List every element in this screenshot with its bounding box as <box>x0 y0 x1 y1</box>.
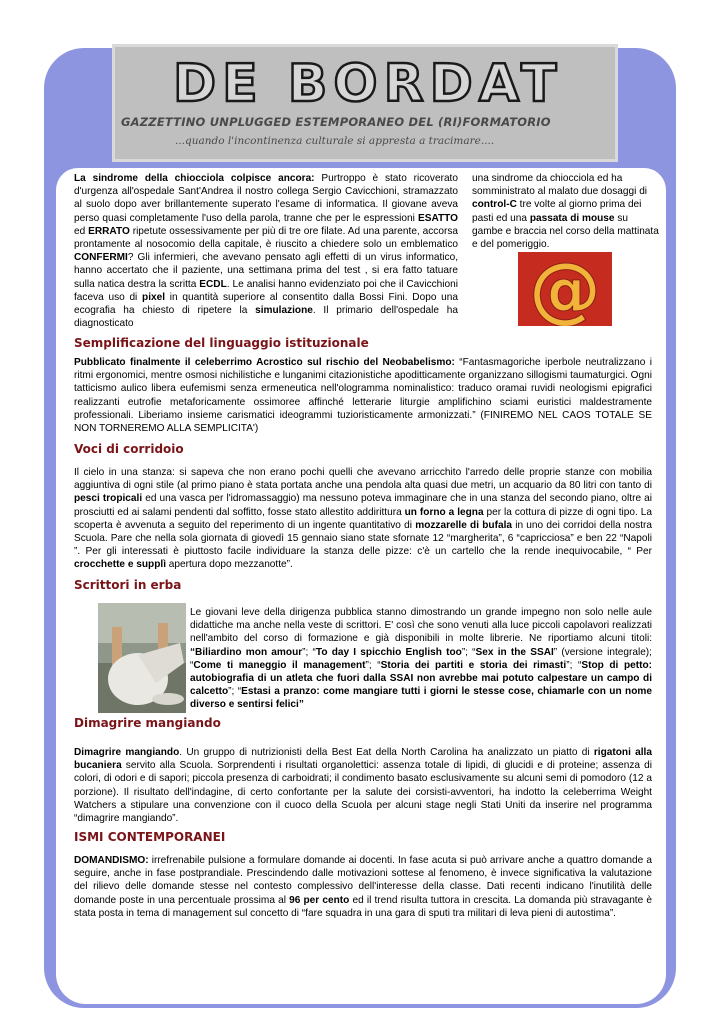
section-text: per la cottura di pizze di ogni tipo. La scoperta è avvenuta a seguito del reperimento di un ingente quantitativo di <box>74 506 652 531</box>
masthead-title: DE BORDAT <box>173 54 563 109</box>
article-bold: pixel <box>142 291 166 303</box>
section-bold: crocchette e supplì <box>74 559 166 571</box>
article-bold: simulazione <box>255 305 313 317</box>
article-lead: La sindrome della chiocciola colpisce ancora: <box>74 173 315 184</box>
article-text: . Il primario dell'ospedale ha diagnosticato <box>74 305 458 330</box>
masthead-title-logo <box>165 53 565 109</box>
article-text: ? Gli infermieri, che avevano pensato agli effetti di un virus informatico, hanno accertato che il paziente, una settimana prima del test , si era fatto tatuare sulla natica destra la scritta <box>74 252 458 290</box>
masthead <box>112 44 618 162</box>
section-bold: un forno a legna <box>404 506 484 518</box>
article-bold: ERRATO <box>88 225 130 237</box>
section-ismi <box>74 854 652 920</box>
article-text: ripetute ossessivamente per più di tre ore filate. Ad una parente, accorsa prontamente al nosocomio della capitale, è riuscito a chiedere solo un emblematico <box>74 225 458 251</box>
sidebar-text: su gambe e braccia nel corso della mattinata e del pomeriggio. <box>472 212 659 251</box>
section-bold: mozzarelle di bufala <box>415 519 512 531</box>
masthead-tagline: ...quando l'incontinenza culturale si appresta a tracimare.... <box>175 135 495 147</box>
section-text: apertura dopo mezzanotte”. <box>166 559 293 571</box>
article-chiocciola <box>74 172 458 330</box>
article-text: . Le analisi hanno evidenziato poi che il Cavicchioni faceva uso di <box>74 278 458 303</box>
heading-ismi: ISMI CONTEMPORANEI <box>74 830 226 844</box>
sidebar-text: tre volte al giorno prima dei pasti ed una <box>472 199 642 224</box>
book-title: Stop di petto: autobiografia di un atleta che fuori dalla SSAI non avrebbe mai potuto calpestare un campo di calcetto <box>190 659 652 698</box>
book-title: Storia dei partiti e storia dei rimasti <box>380 659 567 671</box>
section-text: ed il trend risulta tuttora in crescita. La domanda più stravagante è stata posta in tema di management sul concetto di “fare squadra in una gara di sputi tra militari di leva pieni di autostima”. <box>74 894 652 919</box>
book-title: Sex in the SSAI <box>475 646 554 658</box>
section-text: Le giovani leve della dirigenza pubblica stanno dimostrando un grande impegno non solo nelle aule didattiche ma anche nella veste di scrittori. E' così che sono venuti alla luce piccoli capolavori realizzati nell'ambito del corso di formazione e già disponibili in molte librerie. Ne riportiamo alcuni titoli: <box>190 607 652 645</box>
section-bold: Dimagrire mangiando <box>74 747 180 758</box>
heading-dimagrire: Dimagrire mangiando <box>74 716 221 730</box>
heading-voci-corridoio: Voci di corridoio <box>74 442 184 456</box>
article-bold: CONFERMI <box>74 252 128 264</box>
book-title: Come ti maneggio il management <box>193 659 366 671</box>
section-text: . Un gruppo di nutrizionisti della Best Eat della North Carolina ha analizzato un piatto di <box>179 747 594 758</box>
section-text: ed una vasca per l'idromassaggio) ma nessuno poteva immaginare che in una stanza del secondo piano, oltre ai prosciutti ed ai salami pendenti dal soffitto, fosse stato allestito addirittura <box>74 493 652 518</box>
section-text: ” <box>298 699 304 711</box>
section-text: ” (versione integrale); “ <box>190 646 652 671</box>
article-bold: ESATTO <box>417 212 458 224</box>
section-text: servito alla Scuola. Sorprendenti i risultati organolettici: assenza totale di lipidi, di glucidi e di proteine; assenza di colori, di odori e di sapori; piccola presenza di carboidrati; il condimento basato esclusivamente su alcuni semi di pomodoro (12 a porzione). Il risultato dell'indagine, di certo confortante per la salute dei corsisti-avventori, ha indotto la celeberrima Weight Watchers a stipulare una convenzione con il cuoco della Scuola per alcuni stage negli Stati Uniti da inserire nel programma “dimagrire mangiando”. <box>74 760 652 825</box>
section-text: Il cielo in una stanza: si sapeva che non erano pochi quelli che avevano arricchito l'arredo delle proprie stanze con mobilia aggiuntiva di ogni stile (al primo piano è stata portata anche una pendola alta quasi due metri, un acquario da 80 litri con tanto di <box>74 467 652 492</box>
book-title: “Biliardino mon amour <box>190 646 303 658</box>
section-bold: pesci tropicali <box>74 493 143 505</box>
section-lead: Pubblicato finalmente il celeberrimo Acrostico sul rischio del Neobabelismo: <box>74 357 455 368</box>
article-sidebar <box>472 172 660 251</box>
at-symbol: @ <box>529 252 601 326</box>
sidebar-bold: passata di mouse <box>529 212 615 224</box>
article-text: ed <box>74 225 89 237</box>
heading-scrittori: Scrittori in erba <box>74 578 182 592</box>
article-bold: ECDL <box>199 278 227 290</box>
article-text: in quantità superiore al consentito dalla Bossi Fini. Dopo una ecografia ha chiesto di ripetere la <box>74 291 458 317</box>
section-scrittori <box>190 606 652 712</box>
masthead-subtitle: GAZZETTINO UNPLUGGED ESTEMPORANEO DEL (RI)FORMATORIO <box>121 115 551 129</box>
sidebar-text: una sindrome da chiocciola ed ha somministrato al malato due dosaggi di <box>472 173 648 198</box>
section-voci-corridoio <box>74 466 652 572</box>
section-dimagrire <box>74 746 652 825</box>
section-bold: 96 per cento <box>289 894 350 906</box>
book-title: To day I spicchio English too <box>315 646 462 658</box>
section-text: ”; “ <box>461 646 476 658</box>
article-text: Purtroppo è stato ricoverato d'urgenza all'ospedale Sant'Andrea il nostro collega Sergio Cavicchioni, stramazzato al suolo dopo aver brillantemente superato l'esame di informatica. Il giovane aveva perso quasi completamente l'uso della parola, tranne che per le espressioni <box>74 173 458 224</box>
section-semplificazione <box>74 356 652 435</box>
section-bold: DOMANDISMO: <box>74 855 149 866</box>
section-text: ”; “ <box>365 659 381 671</box>
section-text: irrefrenabile pulsione a formulare domande ai docenti. In fase acuta si può arrivare anche a quattro domande a seguire, anche in fase postprandiale. Prescindendo dalle motivazioni sottese al fenomeno, è invece significativa la valutazione del rilievo delle domande stesse nel contesto complessivo dell'interesse della classe. Dati recenti indicano l'inutilità delle domande poste in una percentuale prossima al <box>74 855 652 906</box>
section-text: “Fantasmagoriche iperbole neutralizzano i ritmi ergonomici, mentre osmosi nichilistiche e lunganimi citazionistiche apoditticamente organizzano sillogismi taumaturgici. Ogni tatticismo aulico libera eufemismi senza ermeneutica nell'ologramma nominalistico: traduco oramai ruvidi neologismi epigrafici realizzanti eutrofie metaforicamente ossimoree affinché letterarie liturgie amplifichino sciami euristici maldestramente professionali. Liberiamo insieme carismatici ideogrammi tuzioristicamente armonizzati.” (FINIREMO NEL CAOS TOTALE SE NON TORNEREMO ALLA SEMPLICITA') <box>74 357 653 435</box>
heading-semplificazione: Semplificazione del linguaggio istituzionale <box>74 336 369 350</box>
section-text: ”; “ <box>566 659 582 671</box>
section-text: ”; “ <box>302 646 316 658</box>
section-text: ”; “ <box>228 686 242 698</box>
statue-photo <box>98 603 186 713</box>
book-title: Estasi a pranzo: come mangiare tutti i giorni le stesse cose, chiamarle con un nome diverso e sentirsi felici <box>190 686 652 711</box>
at-symbol-image <box>518 252 612 326</box>
sidebar-bold: control-C <box>472 199 517 211</box>
section-bold: rigatoni alla bucaniera <box>74 747 652 772</box>
section-text: in uno dei corridoi della nostra Scuola. Pare che nella sola giornata di giovedì 15 gennaio siano state sfornate 12 “margherita”, 6 “capricciosa” e ben 22 “Napoli ”. Per gli interessati è piuttosto facile individuare la stanza delle pizze: c'è un cartello che la rende inequivocabile, “ Per <box>74 519 652 558</box>
